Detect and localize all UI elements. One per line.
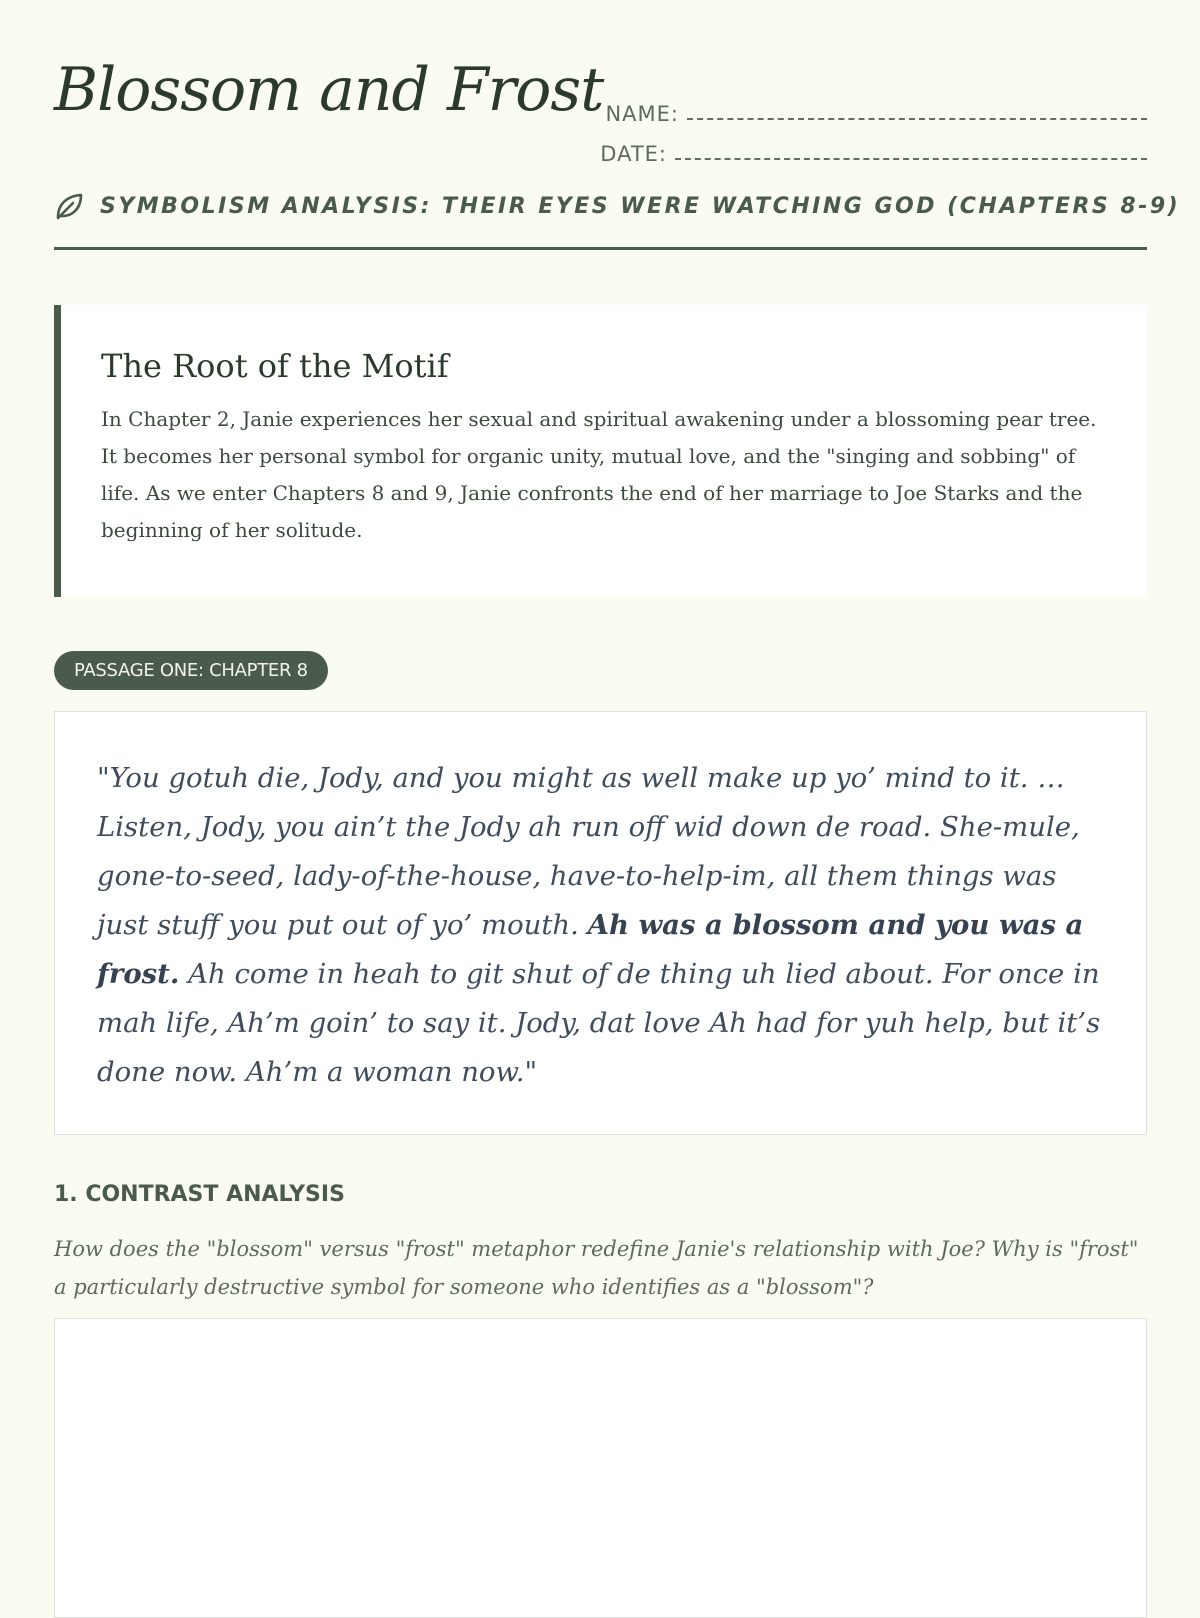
subtitle-row xyxy=(54,186,1181,226)
date-label: DATE: xyxy=(600,142,667,166)
header-divider xyxy=(54,247,1147,250)
quote-text-end: Ah come in heah to git shut of de thing uh lied about. For once in mah life, Ah’m goin’ to say it. Jody, dat love Ah had for yuh help, but it’s done now. Ah’m a woman now." xyxy=(97,958,1101,1088)
page-title: Blossom and Frost xyxy=(54,55,604,125)
quote-text-start: "You gotuh die, Jody, and you might as well make up yo’ mind to it. … Listen, Jody, you ain’t the Jody ah run off wid down de road. She-mule, gone-to-seed, lady-of-the-house, have-to-help-im, all them things was just stuff you put out of yo’ mouth. xyxy=(97,762,1080,941)
name-blank-line[interactable] xyxy=(687,118,1147,120)
intro-heading: The Root of the Motif xyxy=(101,347,449,385)
intro-body: In Chapter 2, Janie experiences her sexual and spiritual awakening under a blossoming pear tree. It becomes her personal symbol for organic unity, mutual love, and the "singing and sobbing" of life. As we enter Chapters 8 and 9, Janie confronts the end of her marriage to Joe Starks and the beginning of her solitude. xyxy=(101,407,1097,542)
passage-quote xyxy=(97,754,1106,1097)
date-blank-line[interactable] xyxy=(675,158,1147,160)
name-field[interactable] xyxy=(587,88,1147,128)
question-prompt: How does the "blossom" versus "frost" metaphor redefine Janie's relationship with Joe? Why is "frost" a particularly destructive symbol for someone who identifies as a "blossom"? xyxy=(54,1237,1139,1299)
header xyxy=(54,50,1147,166)
passage-badge: PASSAGE ONE: CHAPTER 8 xyxy=(54,651,328,690)
name-label: NAME: xyxy=(605,102,679,126)
intro-card xyxy=(54,305,1147,597)
passage-quote-card xyxy=(54,711,1147,1135)
quote-key-line: Ah was a blossom and you was a frost. xyxy=(97,909,1084,990)
worksheet-subtitle: SYMBOLISM ANALYSIS: THEIR EYES WERE WATCHING GOD (CHAPTERS 8-9) xyxy=(100,193,1181,219)
question-heading: 1. CONTRAST ANALYSIS xyxy=(54,1182,345,1207)
leaf-icon xyxy=(54,191,84,221)
date-field[interactable] xyxy=(587,128,1147,168)
student-fields xyxy=(587,88,1147,168)
answer-box[interactable] xyxy=(54,1318,1147,1618)
